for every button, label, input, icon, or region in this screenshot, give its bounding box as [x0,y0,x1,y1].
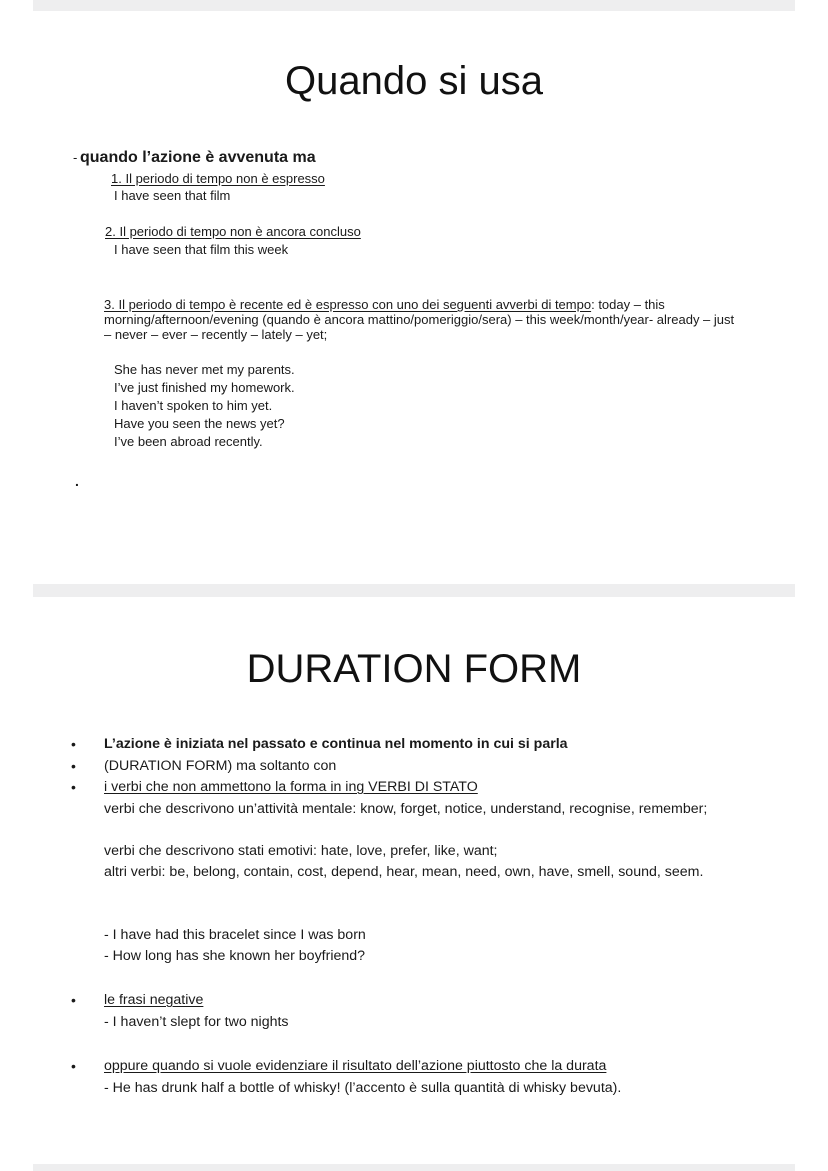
page-separator [33,584,795,597]
bullet-3-text: i verbi che non ammettono la forma in ing VERBI DI STATO [104,779,478,795]
slide-title: Quando si usa [285,59,543,103]
bullet-1-text: L’azione è iniziata nel passato e continua nel momento in cui si parla [104,736,568,752]
point-2-example: I have seen that film this week [114,242,289,257]
bullet-icon: • [71,758,76,774]
page-bottom-edge [33,1164,795,1171]
point-1-example: I have seen that film [114,188,231,203]
verbs-mental: verbi che descrivono un’attività mentale: know, forget, notice, understand, recognise, remember; [104,801,708,817]
example-line: I’ve just finished my homework. [114,380,295,395]
point-3-adverbs: : today – this morning/afternoon/evening (quando è ancora mattino/pomeriggio/sera) – this week/month/year- already – just – never – ever – recently – lately – yet; [104,297,735,342]
example-line: I haven’t spoken to him yet. [114,398,273,413]
example-line: She has never met my parents. [114,362,295,377]
bullet-icon: • [71,736,76,752]
bullet-icon: • [71,992,76,1008]
example-line: I’ve been abroad recently. [114,434,263,449]
slide-quando-si-usa [33,11,795,584]
bullet-5-text: oppure quando si vuole evidenziare il risultato dell’azione piuttosto che la durata [104,1058,607,1074]
verbs-emotive: verbi che descrivono stati emotivi: hate, love, prefer, like, want; [104,843,498,859]
example-line: - I haven’t slept for two nights [104,1014,289,1030]
intro-heading: quando l’azione è avvenuta ma [80,149,316,166]
slide-duration-form [33,597,795,1164]
point-3-text [104,297,744,342]
intro-dash: - [73,150,78,165]
example-line: - How long has she known her boyfriend? [104,948,366,964]
point-2-heading: 2. Il periodo di tempo non è ancora concluso [105,224,361,239]
bullet-icon: • [71,779,76,795]
bullet-4-text: le frasi negative [104,992,204,1008]
verbs-other: altri verbi: be, belong, contain, cost, depend, hear, mean, need, own, have, smell, sound, seem. [104,864,704,880]
bullet-2-text: (DURATION FORM) ma soltanto con [104,758,337,774]
example-line: Have you seen the news yet? [114,416,285,431]
example-line: - He has drunk half a bottle of whisky! (l’accento è sulla quantità di whisky bevuta). [104,1080,622,1096]
stray-dot: . [75,473,79,489]
bullet-icon: • [71,1058,76,1074]
example-line: - I have had this bracelet since I was born [104,927,366,943]
point-3-heading: 3. Il periodo di tempo è recente ed è espresso con uno dei seguenti avverbi di tempo [104,297,592,312]
page-top-edge [33,0,795,11]
point-1-heading: 1. Il periodo di tempo non è espresso [111,171,325,186]
slide-title: DURATION FORM [246,647,582,691]
